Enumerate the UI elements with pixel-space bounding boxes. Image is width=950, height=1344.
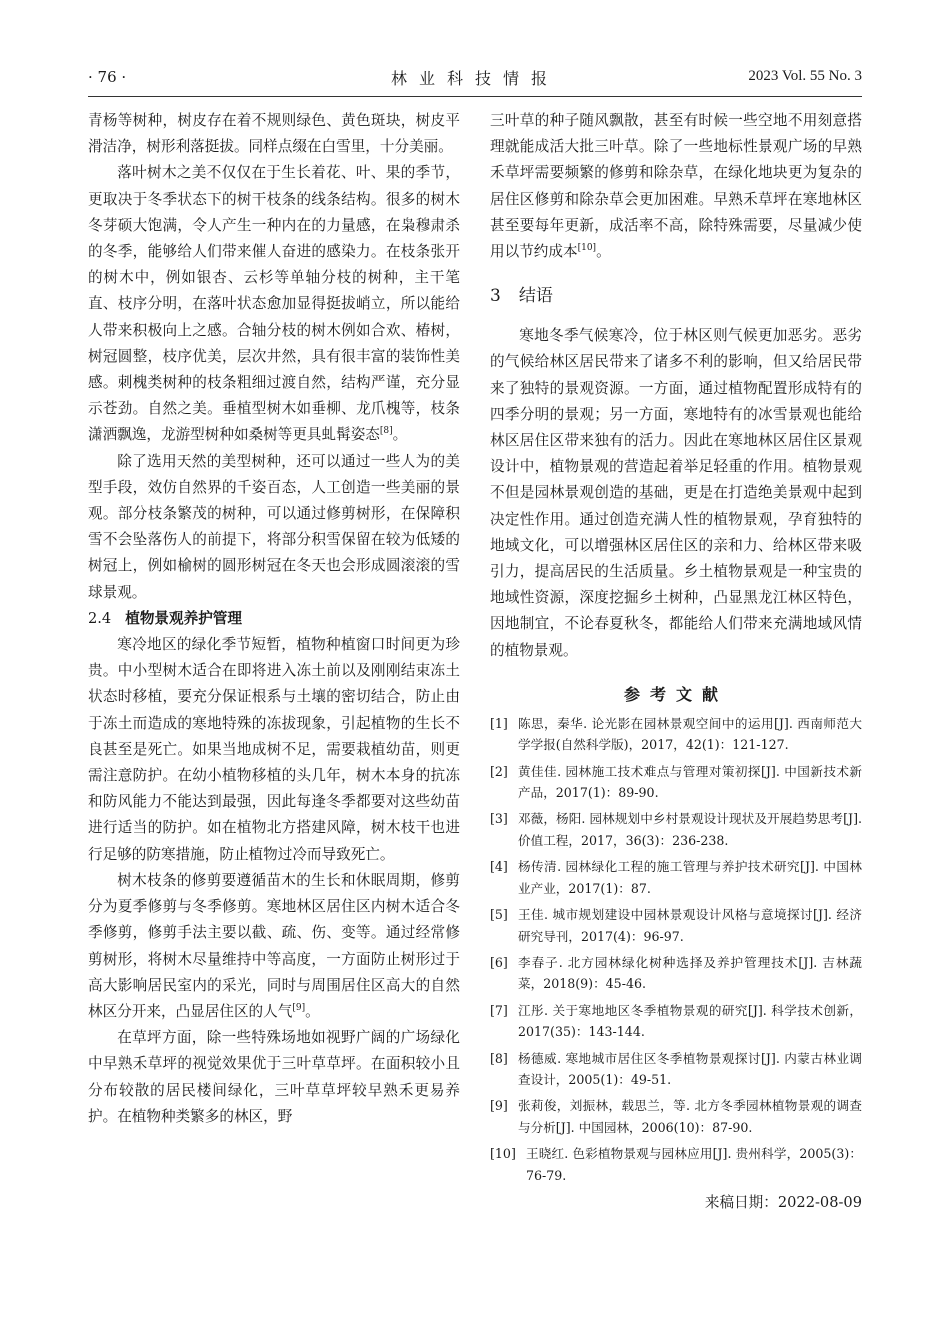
paragraph: 三叶草的种子随风飘散，甚至有时候一些空地不用刻意搭理就能成活大批三叶草。除了一些地标性景观广场的早熟禾草坪需要频繁的修剪和除杂草，在绿化地块更为复杂的居住区修剪和除杂草会更加困难。早熟禾草坪在寒地林区甚至要每年更新，成活率不高，除特殊需要，尽量减少使用以节约成本[10]。	[490, 112, 862, 261]
reference-number: [9]	[490, 1098, 508, 1114]
reference-item	[490, 856, 862, 899]
reference-number: [4]	[490, 859, 508, 875]
reference-number: [5]	[490, 907, 508, 923]
reference-number: [6]	[490, 954, 508, 970]
reference-text: 王佳. 城市规划建设中园林景观设计风格与意境探讨[J]. 经济研究导刊，2017(4)：96-97.	[518, 907, 862, 944]
reference-list	[490, 713, 862, 1186]
reference-number: [2]	[490, 763, 508, 779]
reference-item	[490, 904, 862, 947]
reference-text: 王晓红. 色彩植物景观与园林应用[J]. 贵州科学，2005(3)：76-79.	[526, 1146, 862, 1183]
reference-item	[490, 1048, 862, 1091]
reference-text: 李春子. 北方园林绿化树种选择及养护管理技术[J]. 吉林蔬菜，2018(9)：45-46.	[518, 954, 862, 992]
reference-number: [7]	[490, 1002, 508, 1018]
paragraph: 除了选用天然的美型树种，还可以通过一些人为的美型手段，效仿自然界的千姿百态，人工创造一些美丽的景观。部分枝条繁茂的树种，可以通过修剪树形，在保障积雪不会坠落伤人的前提下，将部分积雪保留在较为低矮的树冠上，例如榆树的圆形树冠在冬天也会形成圆滚滚的雪球景观。	[88, 452, 460, 601]
citation-10[interactable]: [10]	[577, 243, 597, 254]
journal-name: 林业科技情报	[390, 69, 559, 88]
paragraph: 在草坪方面，除一些特殊场地如视野广阔的广场绿化中早熟禾草坪的视觉效果优于三叶草草坪。在面积较小且分布较散的居民楼间绿化，三叶草草坪较早熟禾更易养护。在植物种类繁多的林区，野	[88, 1029, 460, 1125]
reference-text: 张莉俊，刘振林，载思兰，等. 北方冬季园林植物景观的调查与分析[J]. 中国园林，2006(10)：87-90.	[518, 1098, 862, 1135]
reference-item	[490, 1095, 862, 1138]
page-number: · 76 ·	[88, 68, 127, 86]
paragraph: 寒冷地区的绿化季节短暂，植物种植窗口时间更为珍贵。中小型树木适合在即将进入冻土前以及刚刚结束冻土状态时移植，要充分保证根系与土壤的密切结合，防止由于冻土而造成的寒地特殊的冻拔现象，引起植物的生长不良甚至是死亡。如果当地成树不足，需要栽植幼苗，则更需注意防护。在幼小植物移植的头几年，树木本身的抗冻和防风能力不能达到最强，因此每逢冬季都要对这些幼苗进行适当的防护。如在植物北方搭建风障，树木枝干也进行足够的防寒措施，防止植物过冷而导致死亡。	[88, 636, 460, 863]
reference-number: [10]	[490, 1146, 516, 1162]
reference-item	[490, 1000, 862, 1043]
left-column	[88, 108, 460, 1130]
reference-item	[490, 1143, 862, 1186]
reference-item	[490, 808, 862, 851]
reference-item	[490, 761, 862, 804]
reference-item	[490, 952, 862, 995]
header-rule	[88, 96, 862, 97]
reference-text: 黄佳佳. 园林施工技术难点与管理对策初探[J]. 中国新技术新产品，2017(1)：89-90.	[518, 763, 862, 801]
section-heading-3: 3 结语	[490, 286, 553, 307]
citation-8[interactable]: [8]	[379, 426, 393, 437]
reference-text: 杨德威. 寒地城市居住区冬季植物景观探讨[J]. 内蒙古林业调查设计，2005(1)：49-51.	[518, 1050, 862, 1087]
references-title: 参考文献	[623, 684, 728, 704]
paragraph: 青杨等树种，树皮存在着不规则绿色、黄色斑块，树皮平滑洁净，树形利落挺拔。同样点缀在白雪里，十分美丽。	[88, 112, 460, 156]
reference-text: 杨传清. 园林绿化工程的施工管理与养护技术研究[J]. 中国林业产业，2017(1)：87.	[518, 859, 862, 896]
reference-number: [8]	[490, 1050, 508, 1066]
received-date: 来稿日期：2022-08-09	[704, 1193, 862, 1211]
right-column	[490, 108, 862, 1212]
volume-issue: 2023 Vol. 55 No. 3	[748, 68, 862, 84]
reference-text: 邓薇，杨阳. 园林规划中乡村景观设计现状及开展趋势思考[J]. 价值工程，2017，36(3)：236-238.	[518, 811, 862, 848]
citation-9[interactable]: [9]	[292, 1002, 306, 1013]
paragraph: 树木枝条的修剪要遵循苗木的生长和休眠周期，修剪分为夏季修剪与冬季修剪。寒地林区居住区内树木适合冬季修剪，修剪手法主要以截、疏、伤、变等。通过经常修剪树形，将树木尽量维持中等高度，一方面防止树形过于高大影响居民室内的采光，同时与周围居住区高大的自然林区分开来，凸显居住区的人气[9]。	[88, 871, 460, 1020]
reference-text: 陈思，秦华. 论光影在园林景观空间中的运用[J]. 西南师范大学学报(自然科学版)，2017，42(1)：121-127.	[518, 715, 862, 753]
section-heading-2-4: 2.4 植物景观养护管理	[88, 609, 242, 627]
reference-number: [3]	[490, 811, 508, 827]
running-header	[88, 64, 862, 92]
paragraph: 寒地冬季气候寒冷，位于林区则气候更加恶劣。恶劣的气候给林区居民带来了诸多不利的影响，但又给居民带来了独特的景观资源。一方面，通过植物配置形成特有的四季分明的景观；另一方面，寒地特有的冰雪景观也能给林区居住区带来独有的活力。因此在寒地林区居住区景观设计中，植物景观的营造起着举足轻重的作用。植物景观不但是园林景观创造的基础，更是在打造绝美景观中起到决定性作用。通过创造充满人性的植物景观，孕育独特的地域文化，可以增强林区居住区的亲和力、给林区带来吸引力，提高居民的生活质量。乡土植物景观是一种宝贵的地域性资源，深度挖掘乡土树种，凸显黑龙江林区特色，因地制宜，不论春夏秋冬，都能给人们带来充满地域风情的植物景观。	[490, 327, 862, 659]
reference-number: [1]	[490, 715, 508, 731]
reference-text: 江彤. 关于寒地地区冬季植物景观的研究[J]. 科学技术创新，2017(35)：143-144.	[518, 1002, 862, 1040]
reference-item	[490, 713, 862, 756]
paragraph: 落叶树木之美不仅仅在于生长着花、叶、果的季节，更取决于冬季状态下的树干枝条的线条结构。很多的树木冬芽硕大饱满，令人产生一种内在的力量感，在枭穆肃杀的冬季，能够给人们带来催人奋进的感染力。在枝条张开的树木中，例如银杏、云杉等单轴分枝的树种，主干笔直、枝序分明，在落叶状态愈加显得挺拔峭立，所以能给人带来积极向上之感。合轴分枝的树木例如合欢、椿树，树冠圆整，枝序优美，层次井然，具有很丰富的装饰性美感。刺槐类树种的枝条粗细过渡自然，结构严谨，充分显示苍劲。自然之美。垂植型树木如垂柳、龙爪槐等，枝条潇洒飘逸，龙游型树种如桑树等更具虬髯姿态[8]。	[88, 164, 460, 444]
